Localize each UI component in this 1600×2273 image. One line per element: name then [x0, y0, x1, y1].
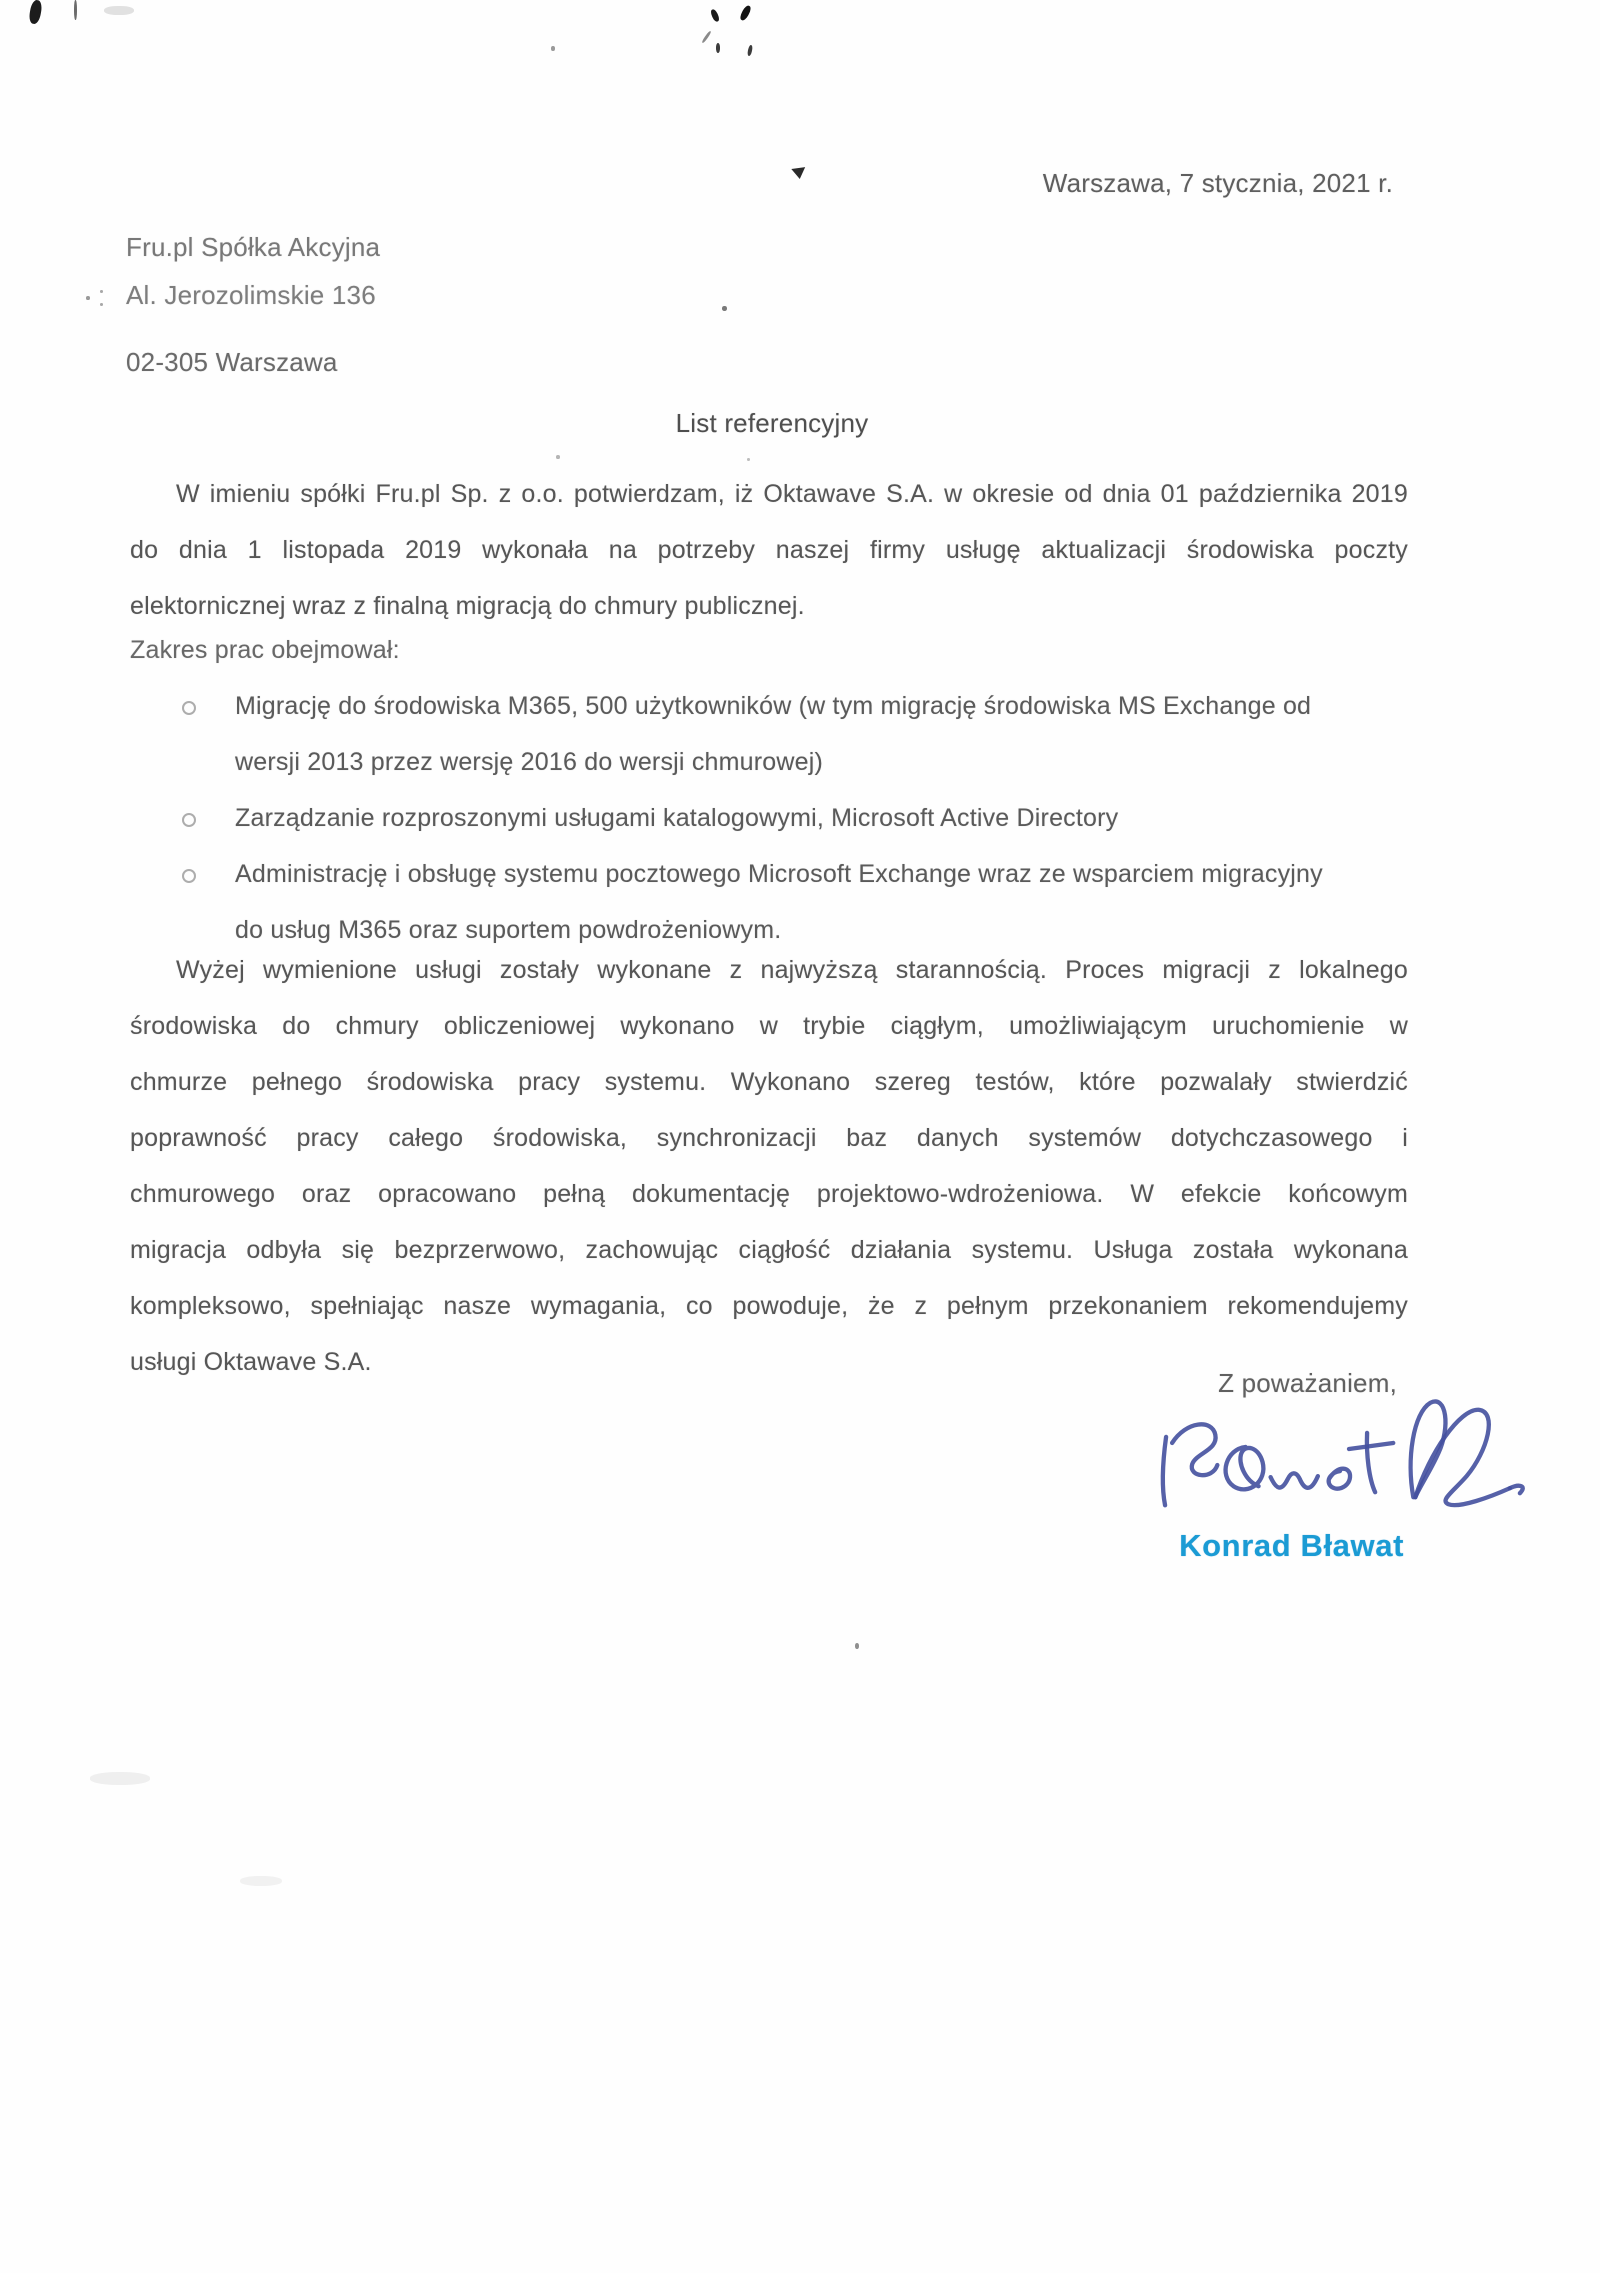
- paragraph-line: Wyżej wymienione usługi zostały wykonane z najwyższą starannością. Proces migracji z lokalnego: [176, 956, 1408, 984]
- ink-speck: [551, 46, 555, 51]
- sender-street: Al. Jerozolimskie 136: [126, 280, 376, 310]
- intro-paragraph: [130, 466, 1408, 634]
- ink-speck: [855, 1643, 859, 1649]
- ink-speck: [28, 0, 43, 25]
- ink-speck: [791, 167, 806, 180]
- ink-speck: [747, 458, 750, 461]
- ink-smudge: [90, 1772, 150, 1785]
- body-paragraph: [130, 942, 1408, 1390]
- bullet-item-continuation: [130, 734, 1408, 790]
- paragraph-line: kompleksowo, spełniając nasze wymagania, co powoduje, że z pełnym przekonaniem rekomendujemy: [130, 1292, 1408, 1320]
- bullet-circle-icon: [182, 813, 196, 827]
- sender-company: Fru.pl Spółka Akcyjna: [126, 232, 381, 262]
- ink-smudge: [240, 1876, 282, 1886]
- bullet-text: Administrację i obsługę systemu pocztowego Microsoft Exchange wraz ze wsparciem migracyjny: [235, 860, 1323, 888]
- letter-title: List referencyjny: [675, 408, 869, 438]
- bullet-text: Migrację do środowiska M365, 500 użytkowników (w tym migrację środowiska MS Exchange od: [235, 692, 1312, 720]
- ink-speck: [722, 306, 727, 311]
- bullet-circle-icon: [182, 869, 196, 883]
- ink-speck: [710, 8, 721, 22]
- paragraph-line: do dnia 1 listopada 2019 wykonała na potrzeby naszej firmy usługę aktualizacji środowiska poczty: [130, 536, 1408, 564]
- paragraph-line: poprawność pracy całego środowiska, synchronizacji baz danych systemów dotychczasowego i: [130, 1124, 1408, 1152]
- bullet-item: [130, 790, 1408, 846]
- ink-smudge: [104, 6, 134, 15]
- ink-speck: [701, 30, 711, 43]
- bullet-text: do usług M365 oraz suportem powdrożeniowym.: [235, 916, 782, 944]
- paragraph-line: W imieniu spółki Fru.pl Sp. z o.o. potwierdzam, iż Oktawave S.A. w okresie od dnia 01 października 2019: [176, 480, 1408, 508]
- ink-speck: [556, 455, 560, 459]
- paragraph-line: usługi Oktawave S.A.: [130, 1348, 372, 1376]
- valediction: Z poważaniem,: [1218, 1368, 1397, 1398]
- ink-speck: [86, 296, 90, 300]
- bullet-item: [130, 846, 1408, 902]
- ink-speck: [100, 303, 103, 306]
- paragraph-line: migracja odbyła się bezprzerwowo, zachowując ciągłość działania systemu. Usługa została wykonana: [130, 1236, 1408, 1264]
- paragraph-line: środowiska do chmury obliczeniowej wykonano w trybie ciągłym, umożliwiającym uruchomienie w: [130, 1012, 1408, 1040]
- signer-name-stamp: Konrad Bławat: [1179, 1528, 1404, 1563]
- ink-speck: [716, 43, 720, 53]
- signature-scribble: [1150, 1386, 1542, 1518]
- ink-speck: [100, 290, 103, 293]
- sender-city: 02-305 Warszawa: [126, 347, 338, 377]
- ink-speck: [74, 0, 77, 20]
- bullet-text: wersji 2013 przez wersję 2016 do wersji chmurowej): [235, 748, 824, 776]
- ink-speck: [739, 4, 753, 21]
- paragraph-line: chmurowego oraz opracowano pełną dokumentację projektowo-wdrożeniowa. W efekcie końcowym: [130, 1180, 1408, 1208]
- ink-speck: [747, 45, 753, 57]
- paragraph-line: elektornicznej wraz z finalną migracją do chmury publicznej.: [130, 592, 805, 620]
- date-line: Warszawa, 7 stycznia, 2021 r.: [1042, 168, 1393, 198]
- scope-heading: Zakres prac obejmował:: [130, 636, 400, 664]
- bullet-circle-icon: [182, 701, 196, 715]
- bullet-item: [130, 678, 1408, 734]
- paragraph-line: chmurze pełnego środowiska pracy systemu. Wykonano szereg testów, które pozwalały stwierdzić: [130, 1068, 1408, 1096]
- scope-bullet-list: [130, 678, 1408, 958]
- bullet-text: Zarządzanie rozproszonymi usługami katalogowymi, Microsoft Active Directory: [235, 804, 1119, 832]
